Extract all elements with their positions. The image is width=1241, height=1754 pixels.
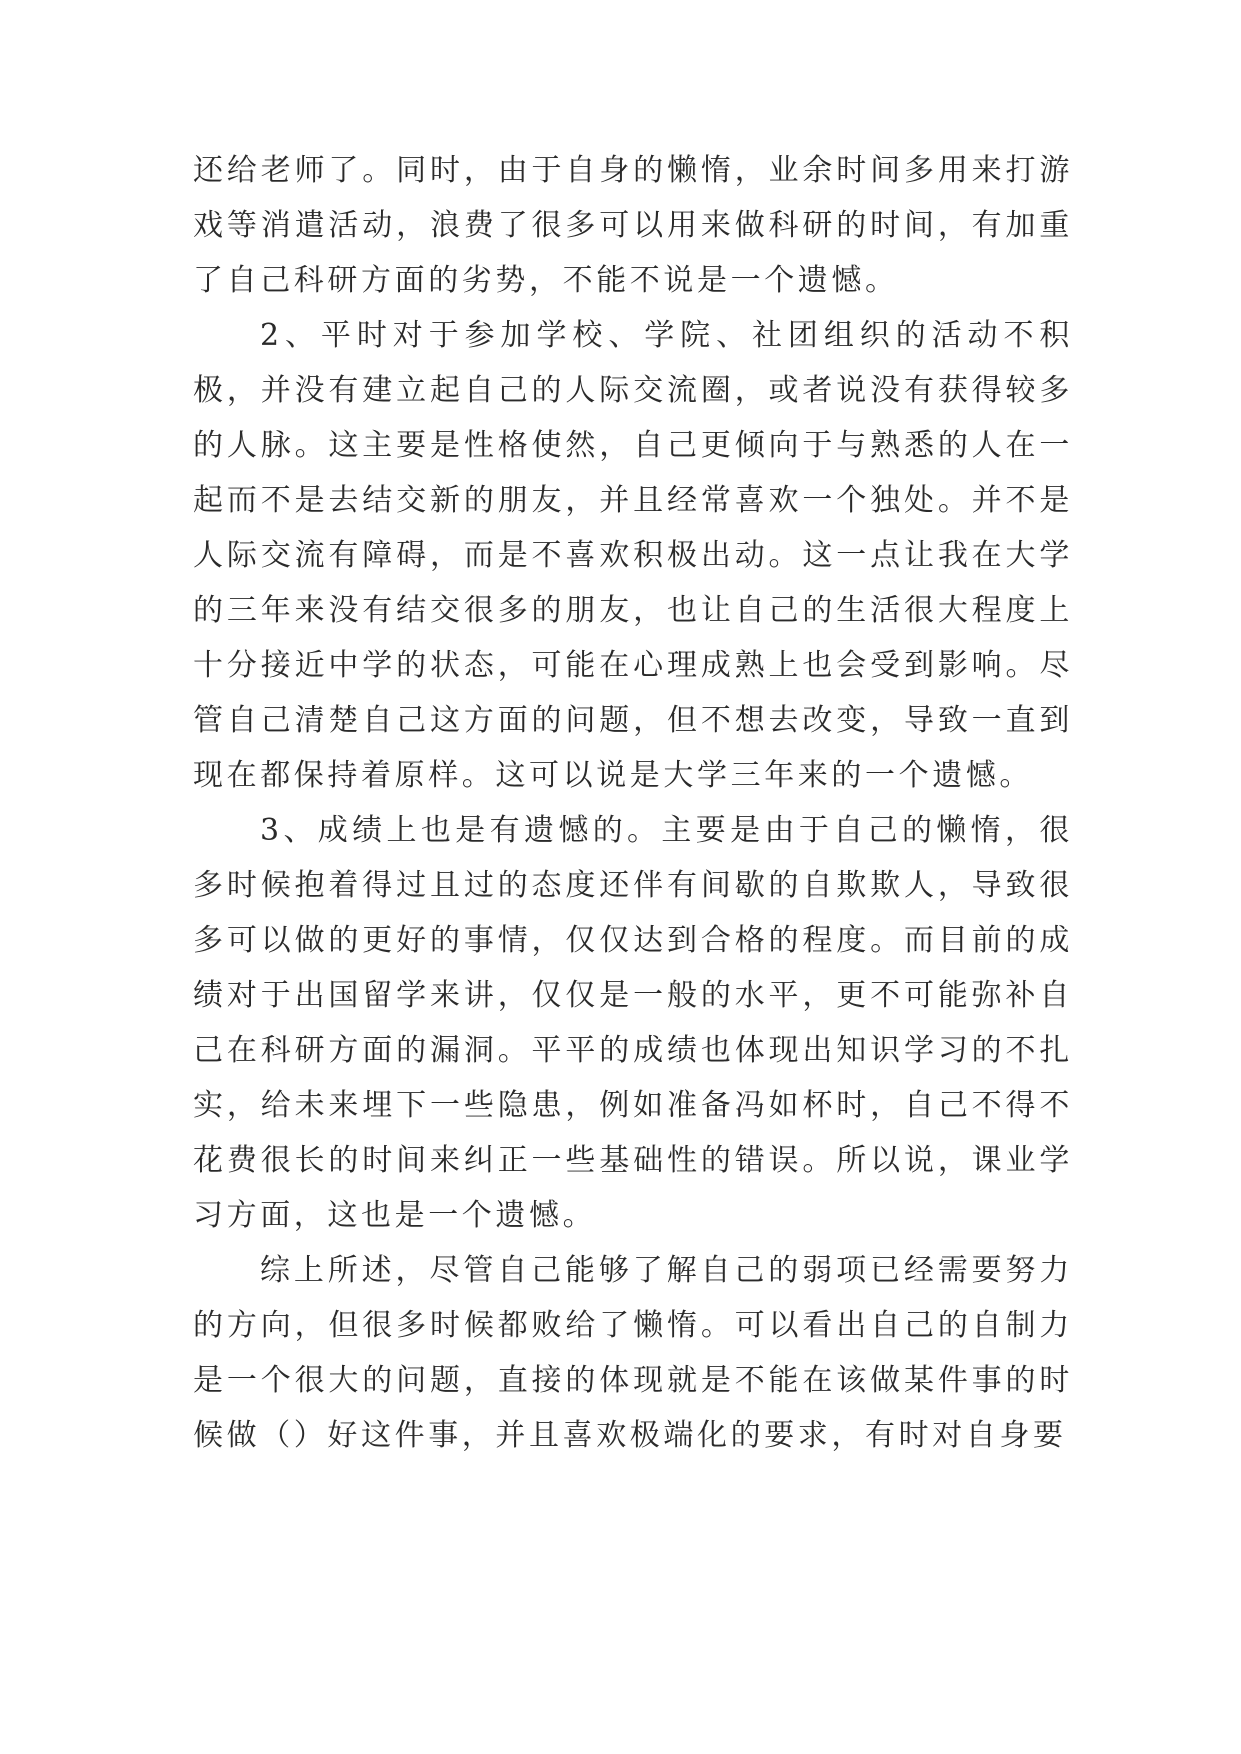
paragraph-summary: 综上所述，尽管自己能够了解自己的弱项已经需要努力的方向，但很多时候都败给了懒惰。可以看出自己的自制力是一个很大的问题，直接的体现就是不能在该做某件事的时候做（）好这件事，并且喜欢极端化的要求，有时对自身要 <box>193 1253 1073 1453</box>
paragraph-item-2: 2、平时对于参加学校、学院、社团组织的活动不积极，并没有建立起自己的人际交流圈，或者说没有获得较多的人脉。这主要是性格使然，自己更倾向于与熟悉的人在一起而不是去结交新的朋友，并且经常喜欢一个独处。并不是人际交流有障碍，而是不喜欢积极出动。这一点让我在大学的三年来没有结交很多的朋友，也让自己的生活很大程度上十分接近中学的状态，可能在心理成熟上也会受到影响。尽管自己清楚自己这方面的问题，但不想去改变，导致一直到现在都保持着原样。这可以说是大学三年来的一个遗憾。 <box>193 318 1073 793</box>
document-body <box>193 143 1073 1463</box>
paragraph-continuation: 还给老师了。同时，由于自身的懒惰，业余时间多用来打游戏等消遣活动，浪费了很多可以用来做科研的时间，有加重了自己科研方面的劣势，不能不说是一个遗憾。 <box>193 153 1073 298</box>
paragraph-item-3: 3、成绩上也是有遗憾的。主要是由于自己的懒惰，很多时候抱着得过且过的态度还伴有间歇的自欺欺人，导致很多可以做的更好的事情，仅仅达到合格的程度。而目前的成绩对于出国留学来讲，仅仅是一般的水平，更不可能弥补自己在科研方面的漏洞。平平的成绩也体现出知识学习的不扎实，给未来埋下一些隐患，例如准备冯如杯时，自己不得不花费很长的时间来纠正一些基础性的错误。所以说，课业学习方面，这也是一个遗憾。 <box>193 813 1073 1233</box>
